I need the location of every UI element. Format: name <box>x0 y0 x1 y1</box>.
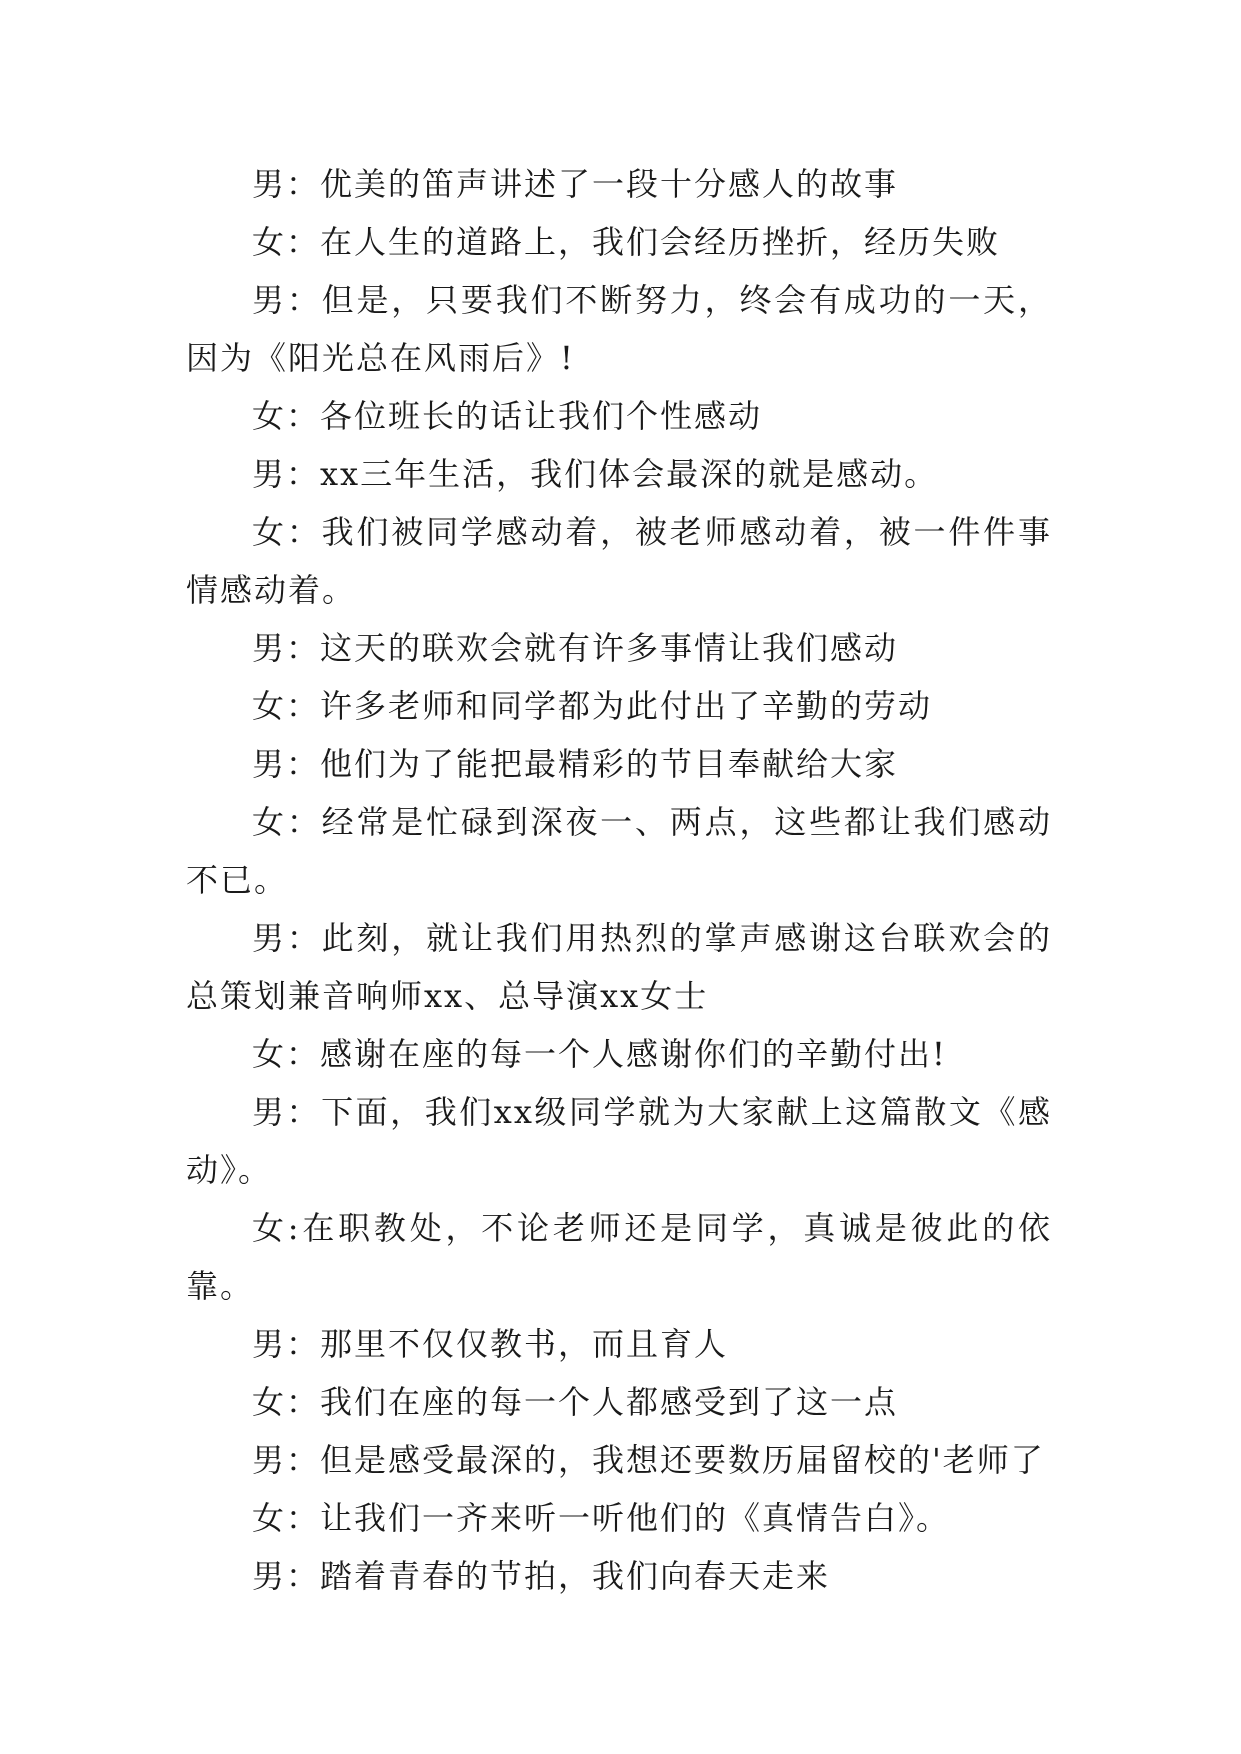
paragraph: 女：感谢在座的每一个人感谢你们的辛勤付出! <box>252 1035 947 1073</box>
paragraph: 女：我们被同学感动着，被老师感动着，被一件件事情感动着。 <box>186 513 1052 609</box>
paragraph: 男：下面，我们xx级同学就为大家献上这篇散文《感动》。 <box>186 1093 1052 1189</box>
paragraph: 男：踏着青春的节拍，我们向春天走来 <box>252 1557 831 1595</box>
paragraph: 女：经常是忙碌到深夜一、两点，这些都让我们感动不已。 <box>186 803 1052 899</box>
paragraph: 女:在职教处，不论老师还是同学，真诚是彼此的依靠。 <box>186 1209 1052 1305</box>
paragraph: 女：各位班长的话让我们个性感动 <box>252 397 763 435</box>
paragraph: 男：这天的联欢会就有许多事情让我们感动 <box>252 629 899 667</box>
paragraph: 男：那里不仅仅教书，而且育人 <box>252 1325 729 1363</box>
paragraph: 男：他们为了能把最精彩的节目奉献给大家 <box>252 745 899 783</box>
paragraph: 男：xx三年生活，我们体会最深的就是感动。 <box>252 455 939 493</box>
paragraph: 女：我们在座的每一个人都感受到了这一点 <box>252 1383 899 1421</box>
paragraph: 女：在人生的道路上，我们会经历挫折，经历失败 <box>252 223 1001 261</box>
document-body <box>186 155 1052 1605</box>
paragraph: 男：但是感受最深的，我想还要数历届留校的'老师了 <box>252 1441 1045 1479</box>
paragraph: 女：让我们一齐来听一听他们的《真情告白》。 <box>252 1499 951 1537</box>
paragraph: 男：优美的笛声讲述了一段十分感人的故事 <box>252 165 899 203</box>
paragraph: 男：但是，只要我们不断努力，终会有成功的一天，因为《阳光总在风雨后》! <box>186 281 1052 377</box>
paragraph: 女：许多老师和同学都为此付出了辛勤的劳动 <box>252 687 933 725</box>
paragraph: 男：此刻，就让我们用热烈的掌声感谢这台联欢会的总策划兼音响师xx、总导演xx女士 <box>186 919 1052 1015</box>
